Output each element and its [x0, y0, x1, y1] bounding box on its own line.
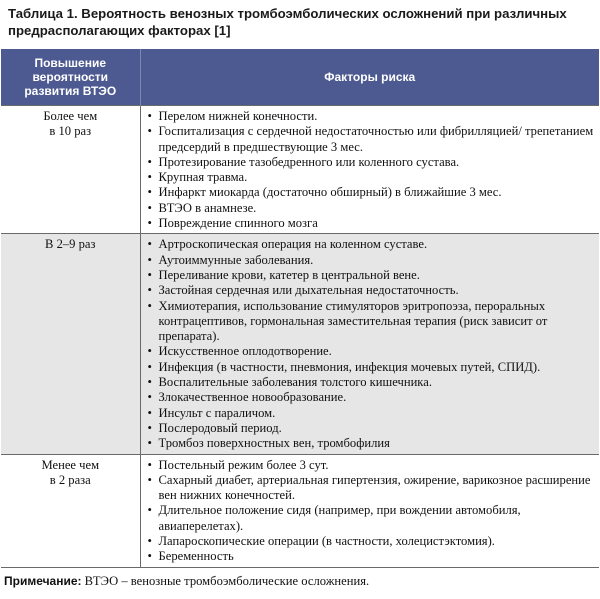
risk-factor-text: Послеродовый период. [158, 420, 282, 435]
bullet-icon: • [147, 534, 152, 549]
bullet-icon: • [147, 200, 152, 215]
list-item [147, 253, 596, 268]
header-probability-line: Повышение [34, 56, 107, 70]
bullet-icon: • [147, 185, 152, 200]
risk-factor-text: Госпитализация с сердечной недостаточностью или фибрилляцией/ трепетанием предсердий в предшествующие 3 мес. [158, 124, 594, 154]
list-item [147, 237, 596, 252]
probability-level-text: в 2 раза [49, 472, 91, 487]
bullet-icon: • [147, 237, 152, 252]
list-item [147, 283, 596, 298]
probability-level-text: В 2–9 раз [45, 237, 96, 252]
bullet-icon: • [147, 298, 152, 313]
caption-line-1: Таблица 1. Вероятность венозных тромбоэмболических осложнений при различных [8, 6, 567, 21]
risk-factor-list [147, 237, 596, 451]
risk-factor-text: Воспалительные заболевания толстого кишечника. [158, 375, 432, 390]
table-header [1, 49, 599, 106]
list-item [147, 375, 596, 390]
table-row [1, 106, 599, 234]
risk-factor-text: Инфаркт миокарда (достаточно обширный) в ближайшие 3 мес. [158, 185, 502, 200]
probability-level-cell [1, 454, 140, 567]
bullet-icon: • [147, 457, 152, 472]
risk-factor-text: Сахарный диабет, артериальная гипертензия, ожирение, варикозное расширение вен нижних конечностей. [158, 472, 591, 503]
risk-factor-text: Инфекция (в частности, пневмония, инфекция мочевых путей, СПИД). [158, 359, 541, 374]
bullet-icon: • [147, 549, 152, 564]
risk-factor-text: Постельный режим более 3 сут. [158, 457, 329, 472]
bullet-icon: • [147, 359, 152, 374]
risk-factor-text: ВТЭО в анамнезе. [158, 200, 257, 215]
list-item [147, 390, 596, 405]
list-item [147, 109, 596, 124]
bullet-icon: • [147, 267, 152, 282]
bullet-icon: • [147, 436, 152, 451]
list-item [147, 299, 596, 345]
risk-factor-text: Тромбоз поверхностных вен, тромбофилия [158, 436, 390, 451]
risk-factor-text: Застойная сердечная или дыхательная недостаточность. [158, 283, 459, 298]
list-item [147, 436, 596, 451]
table-note [4, 573, 369, 589]
risk-factors-cell [140, 106, 599, 234]
risk-factor-text: Протезирование тазобедренного или коленного сустава. [158, 154, 460, 169]
risk-factor-text: Повреждение спинного мозга [158, 216, 318, 231]
risk-factor-list [147, 458, 596, 565]
bullet-icon: • [147, 344, 152, 359]
bullet-icon: • [147, 252, 152, 267]
note-text: ВТЭО – венозные тромбоэмболические осложнения. [81, 574, 370, 588]
bullet-icon: • [147, 503, 152, 518]
bullet-icon: • [147, 405, 152, 420]
list-item [147, 155, 596, 170]
list-item [147, 458, 596, 473]
list-item [147, 170, 596, 185]
risk-factor-text: Артроскопическая операция на коленном суставе. [158, 237, 428, 252]
risk-factors-table [1, 49, 599, 568]
risk-factor-text: Искусственное оплодотворение. [158, 344, 332, 359]
list-item [147, 549, 596, 564]
list-item [147, 185, 596, 200]
risk-factor-text: Злокачественное новообразование. [158, 390, 347, 405]
list-item [147, 503, 596, 534]
list-item [147, 473, 596, 504]
bullet-icon: • [147, 390, 152, 405]
list-item [147, 360, 596, 375]
risk-factor-text: Инсульт с параличом. [158, 405, 276, 420]
table-caption [8, 6, 596, 39]
header-probability-line: вероятности [32, 70, 109, 84]
probability-level-text: Менее чем [41, 457, 100, 472]
bullet-icon: • [147, 170, 152, 185]
bullet-icon: • [147, 472, 152, 487]
risk-factor-text: Лапароскопические операции (в частности, холецистэктомия). [158, 534, 495, 549]
risk-factor-list [147, 109, 596, 231]
list-item [147, 534, 596, 549]
risk-factor-text: Аутоиммунные заболевания. [158, 252, 314, 267]
bullet-icon: • [147, 109, 152, 123]
bullet-icon: • [147, 283, 152, 298]
bullet-icon: • [147, 154, 152, 169]
probability-level-text: Более чем [43, 109, 98, 123]
list-item [147, 421, 596, 436]
list-item [147, 344, 596, 359]
risk-factor-text: Крупная травма. [158, 170, 248, 185]
probability-level-cell [1, 106, 140, 234]
list-item [147, 406, 596, 421]
table-row [1, 454, 599, 567]
bullet-icon: • [147, 124, 152, 139]
list-item [147, 216, 596, 231]
bullet-icon: • [147, 216, 152, 231]
risk-factors-cell [140, 234, 599, 454]
probability-level-text: в 10 раз [49, 124, 92, 139]
header-risk-factors: Факторы риска [140, 49, 599, 106]
risk-factor-text: Химиотерапия, использование стимуляторов эритропоэза, пероральных контрацептивов, гормональная заместительная терапия (риск зависит от препарата). [158, 298, 548, 344]
bullet-icon: • [147, 420, 152, 435]
risk-factor-text: Перелом нижней конечности. [158, 109, 318, 123]
risk-factor-text: Длительное положение сидя (например, при вождении автомобиля, авиаперелетах). [158, 503, 521, 533]
table-row [1, 234, 599, 454]
caption-line-2: предрасполагающих факторах [1] [8, 22, 231, 38]
risk-factors-cell [140, 454, 599, 567]
risk-factor-text: Переливание крови, катетер в центральной вене. [158, 267, 420, 282]
header-probability [1, 49, 140, 106]
header-row [1, 49, 599, 106]
risk-factor-text: Беременность [158, 549, 234, 564]
bullet-icon: • [147, 375, 152, 390]
table-body [1, 106, 599, 568]
list-item [147, 268, 596, 283]
list-item [147, 201, 596, 216]
probability-level-cell [1, 234, 140, 454]
header-probability-line: развития ВТЭО [24, 84, 117, 98]
list-item [147, 124, 596, 155]
note-label: Примечание: [4, 574, 82, 588]
